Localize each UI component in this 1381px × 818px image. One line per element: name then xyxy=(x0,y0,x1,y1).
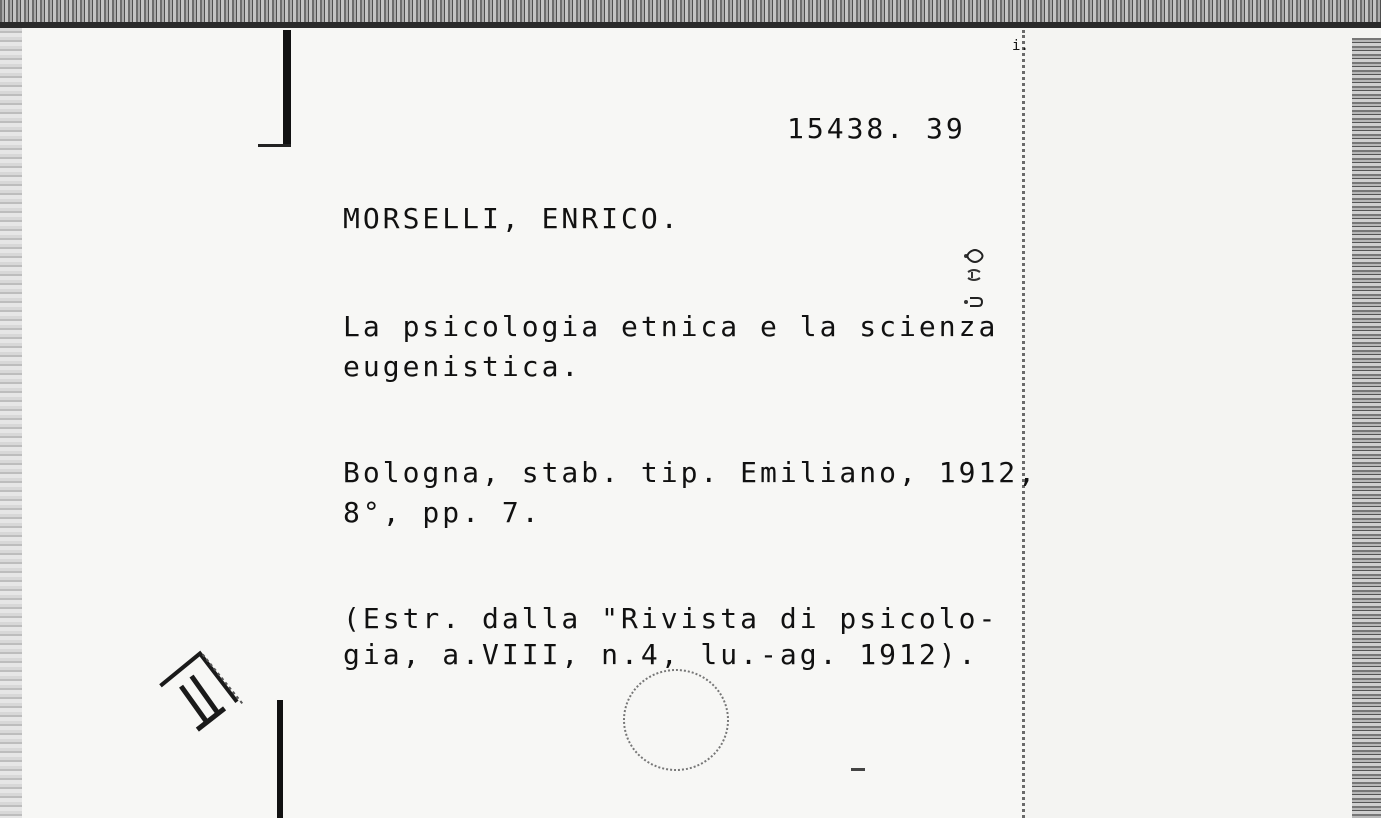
corner-mark: i. xyxy=(1012,38,1029,54)
punch-hole-icon xyxy=(618,664,734,776)
scan-edge-left xyxy=(0,28,22,818)
stray-mark xyxy=(851,768,865,771)
note-line-1: (Estr. dalla "Rivista di psicolo- xyxy=(343,602,999,635)
card-guide-bar-foot xyxy=(258,144,291,147)
rotated-stamp-icon xyxy=(962,246,986,316)
note-line-2: gia, a.VIII, n.4, lu.-ag. 1912). xyxy=(343,638,979,671)
author-heading: MORSELLI, ENRICO. xyxy=(343,202,681,235)
title-line-1: La psicologia etnica e la scienza xyxy=(343,310,999,343)
imprint-line-1: Bologna, stab. tip. Emiliano, 1912, xyxy=(343,456,1039,489)
imprint-line-2: 8°, pp. 7. xyxy=(343,496,542,529)
scan-edge-right xyxy=(1352,38,1381,818)
corner-stamp-icon xyxy=(158,636,250,746)
card-guide-bar-bottom xyxy=(277,700,283,818)
call-number: 15438. 39 xyxy=(787,112,966,145)
title-line-2: eugenistica. xyxy=(343,350,582,383)
scan-edge-top xyxy=(0,0,1381,28)
card-guide-bar-top xyxy=(283,30,291,146)
